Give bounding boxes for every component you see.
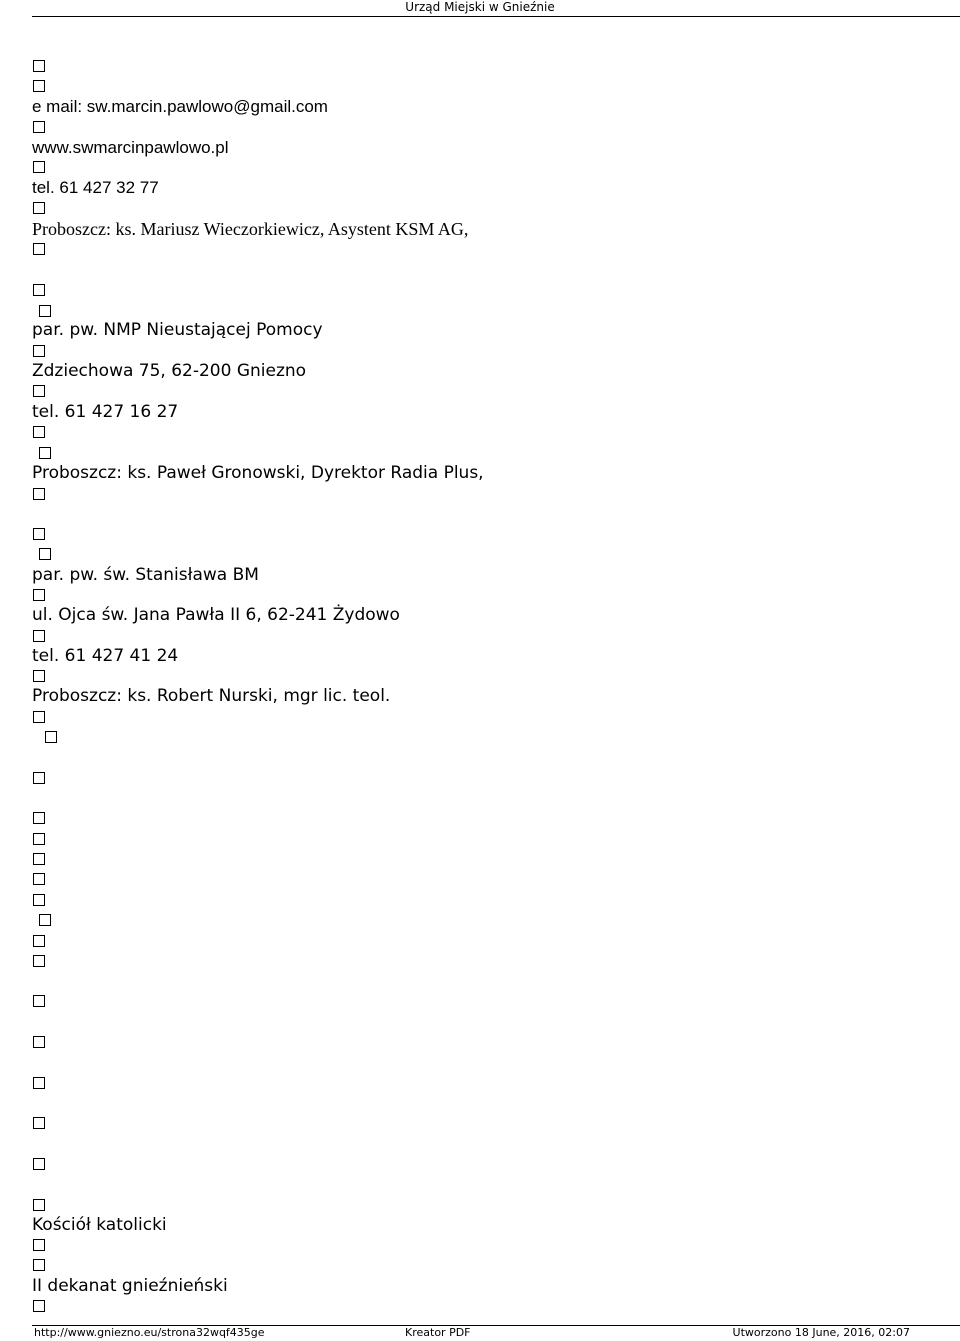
parish-name-line: par. pw. św. Stanisława BM <box>32 565 259 585</box>
checkbox-icon <box>33 1077 45 1089</box>
checkbox-icon <box>33 284 45 296</box>
header-title: Urząd Miejski w Gnieźnie <box>405 0 555 14</box>
checkbox-icon <box>33 1036 45 1048</box>
checkbox-icon <box>33 80 45 92</box>
checkbox-icon <box>33 243 45 255</box>
checkbox-icon <box>33 935 45 947</box>
checkbox-icon <box>33 873 45 885</box>
checkbox-icon <box>33 1199 45 1211</box>
checkbox-icon <box>33 670 45 682</box>
checkbox-icon <box>33 894 45 906</box>
pastor-line: Proboszcz: ks. Robert Nurski, mgr lic. teol. <box>32 686 391 706</box>
checkbox-icon <box>33 426 45 438</box>
footer-created: Utworzono 18 June, 2016, 02:07 <box>732 1326 910 1339</box>
phone-line: tel. 61 427 16 27 <box>32 402 179 422</box>
checkbox-icon <box>33 589 45 601</box>
parish-name-line: par. pw. NMP Nieustającej Pomocy <box>32 320 323 340</box>
checkbox-icon <box>39 914 51 926</box>
checkbox-icon <box>33 812 45 824</box>
page-footer <box>0 1326 960 1340</box>
checkbox-icon <box>33 995 45 1007</box>
checkbox-icon <box>33 833 45 845</box>
checkbox-icon <box>33 161 45 173</box>
checkbox-icon <box>33 60 45 72</box>
checkbox-icon <box>33 528 45 540</box>
checkbox-icon <box>33 1117 45 1129</box>
checkbox-icon <box>33 121 45 133</box>
checkbox-icon <box>33 955 45 967</box>
footer-generator: Kreator PDF <box>405 1326 471 1339</box>
checkbox-icon <box>33 488 45 500</box>
category-line: Kościół katolicki <box>32 1215 167 1235</box>
checkbox-icon <box>33 772 45 784</box>
checkbox-icon <box>33 1300 45 1312</box>
checkbox-icon <box>33 1259 45 1271</box>
checkbox-icon <box>39 447 51 459</box>
checkbox-icon <box>33 853 45 865</box>
checkbox-icon <box>33 345 45 357</box>
checkbox-icon <box>39 548 51 560</box>
checkbox-icon <box>33 711 45 723</box>
checkbox-icon <box>45 731 57 743</box>
checkbox-icon <box>39 305 51 317</box>
phone-line: tel. 61 427 41 24 <box>32 646 179 666</box>
pastor-line: Proboszcz: ks. Paweł Gronowski, Dyrektor Radia Plus, <box>32 463 484 483</box>
email-line: e mail: sw.marcin.pawlowo@gmail.com <box>32 97 328 116</box>
address-line: ul. Ojca św. Jana Pawła II 6, 62-241 Żydowo <box>32 605 400 625</box>
phone-line: tel. 61 427 32 77 <box>32 178 159 197</box>
address-line: Zdziechowa 75, 62-200 Gniezno <box>32 361 307 381</box>
checkbox-icon <box>33 202 45 214</box>
checkbox-icon <box>33 630 45 642</box>
header-divider <box>32 16 960 17</box>
checkbox-icon <box>33 1239 45 1251</box>
checkbox-icon <box>33 385 45 397</box>
pastor-line: Proboszcz: ks. Mariusz Wieczorkiewicz, Asystent KSM AG, <box>32 219 469 239</box>
deanery-line: II dekanat gnieźnieński <box>32 1276 228 1296</box>
footer-url[interactable]: http://www.gniezno.eu/strona32wqf435ge <box>34 1326 265 1339</box>
website-line: www.swmarcinpawlowo.pl <box>32 138 229 157</box>
checkbox-icon <box>33 1158 45 1170</box>
